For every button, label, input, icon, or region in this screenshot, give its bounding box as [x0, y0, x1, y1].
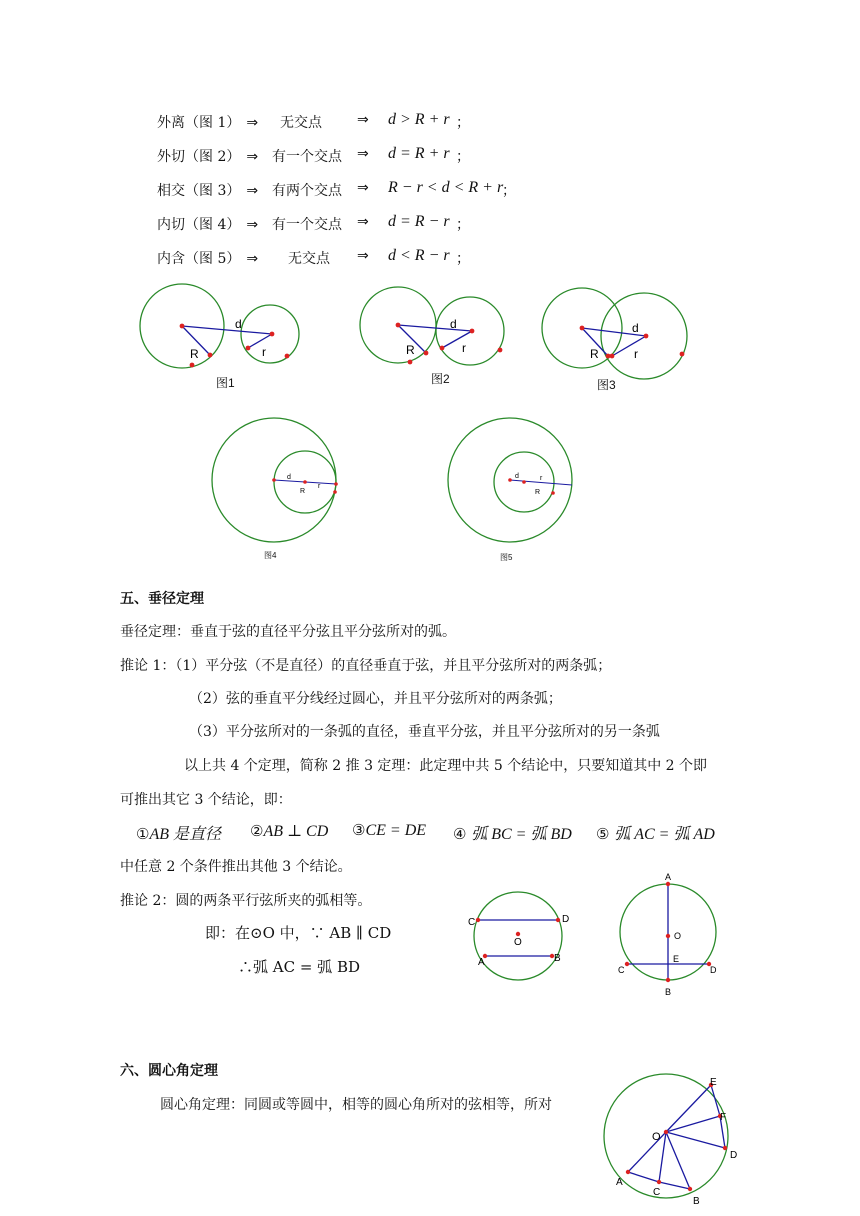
label-r: r [462, 341, 466, 355]
figure-4-caption: 图4 [264, 551, 277, 560]
label-R: R [535, 489, 541, 496]
corollary-2: 推论 2：圆的两条平行弦所夹的弧相等。 [120, 893, 372, 909]
perpendicular-diameter-theorem: 垂径定理：垂直于弦的直径平分弦且平分弦所对的弧。 [120, 624, 456, 640]
relation-name: 相交（图 3） [157, 183, 241, 199]
summary-line-1: 以上共 4 个定理，简称 2 推 3 定理：此定理中共 5 个结论中，只要知道其中 2 个即 [184, 758, 708, 774]
implies-arrow: ⇒ [246, 183, 259, 199]
label-r: r [634, 347, 638, 361]
central-angle-theorem: 圆心角定理：同圆或等圆中，相等的圆心角所对的弦相等，所对 [160, 1097, 552, 1113]
point-label-B: B [665, 987, 672, 997]
implies-arrow: ⇒ [246, 115, 259, 131]
implies-arrow: ⇒ [357, 248, 369, 264]
section-6-heading: 六、圆心角定理 [120, 1063, 218, 1079]
point-label-A: A [478, 957, 485, 968]
relation-formula: d = R + r [388, 145, 450, 162]
relation-formula: d > R + r [388, 111, 450, 128]
condition-2 [250, 821, 328, 841]
label-d: d [450, 317, 457, 331]
condition-text: AB 是直径 [149, 826, 222, 843]
point-label-O: O [514, 937, 522, 948]
relation-formula: R − r < d < R + r [388, 179, 504, 196]
implies-arrow: ⇒ [357, 112, 369, 128]
label-r: r [262, 345, 266, 359]
condition-number: ① [136, 825, 150, 843]
figure-3-caption: 图3 [597, 378, 616, 392]
label-r: r [318, 483, 321, 490]
corollary-2-given: 即：在⊙O 中，∵ AB ∥ CD [205, 924, 392, 942]
figure-4 [212, 418, 338, 542]
point-label-B: B [554, 953, 561, 964]
punct: ； [502, 183, 516, 199]
condition-text: AB ⊥ CD [263, 823, 329, 840]
condition-number: ② [250, 822, 264, 840]
relation-formula: d < R − r [388, 247, 450, 264]
corollary-1-1: 推论 1：（1）平分弦（不是直径）的直径垂直于弦，并且平分弦所对的两条弧； [120, 658, 612, 674]
central-angle-figure [598, 1068, 748, 1214]
parallel-chords-figure [468, 892, 569, 980]
relation-points: 无交点 [280, 115, 322, 131]
point-label-C: C [618, 965, 625, 975]
relation-row-4 [157, 214, 258, 234]
corollary-1-2: （2）弦的垂直平分线经过圆心，并且平分弦所对的两条弧； [189, 691, 562, 707]
condition-text: CE = DE [365, 822, 427, 839]
figure-3 [542, 288, 687, 379]
figure-1-caption: 图1 [216, 376, 235, 390]
condition-number: ④ [453, 825, 467, 843]
condition-1 [136, 821, 221, 844]
relation-points: 无交点 [288, 251, 330, 267]
implies-arrow: ⇒ [357, 146, 369, 162]
relation-points: 有一个交点 [272, 149, 342, 165]
relation-row-1 [157, 112, 258, 132]
condition-text: 弧 BC = 弧 BD [471, 826, 572, 843]
point-label-F: F [720, 1112, 727, 1123]
relation-name: 外离（图 1） [157, 115, 241, 131]
point-label-D: D [562, 914, 570, 925]
figure-2-caption: 图2 [431, 372, 450, 386]
implies-arrow: ⇒ [246, 217, 259, 233]
label-d: d [235, 317, 242, 331]
figure-1 [140, 284, 299, 368]
figure-5 [448, 418, 572, 542]
any-two-conditions: 中任意 2 个条件推出其他 3 个结论。 [120, 859, 352, 875]
label-d: d [632, 321, 639, 335]
implies-arrow: ⇒ [246, 149, 259, 165]
punct: ； [456, 217, 470, 233]
circle-figures-svg [0, 270, 860, 570]
section-5-heading: 五、垂径定理 [120, 591, 204, 607]
chord-figures-svg [460, 870, 740, 1005]
label-R: R [590, 347, 599, 361]
relation-name: 内切（图 4） [157, 217, 241, 233]
condition-text: 弧 AC = 弧 AD [614, 826, 715, 843]
label-R: R [300, 488, 306, 495]
label-R: R [406, 343, 415, 357]
point-label-A: A [665, 872, 672, 882]
condition-number: ③ [352, 821, 366, 839]
point-label-D: D [730, 1150, 738, 1161]
punct: ； [456, 115, 470, 131]
label-r: r [540, 475, 543, 482]
relation-row-2 [157, 146, 258, 166]
label-d: d [287, 474, 291, 481]
label-d: d [515, 473, 519, 480]
label-R: R [190, 347, 199, 361]
condition-3 [352, 821, 426, 840]
figure-5-caption: 图5 [500, 553, 513, 562]
condition-4 [453, 821, 572, 844]
point-label-C: C [468, 917, 476, 928]
implies-arrow: ⇒ [357, 180, 369, 196]
point-label-E: E [710, 1077, 717, 1088]
relation-formula: d = R − r [388, 213, 450, 230]
corollary-2-conclusion: ∴弧 AC = 弧 BD [238, 958, 360, 976]
figure-2 [360, 287, 504, 365]
punct: ； [456, 149, 470, 165]
point-label-O: O [674, 931, 682, 941]
point-label-E: E [673, 954, 680, 964]
corollary-1-3: （3）平分弦所对的一条弧的直径，垂直平分弦，并且平分弦所对的另一条弧 [189, 724, 660, 740]
condition-5 [596, 821, 715, 844]
point-label-O: O [652, 1131, 661, 1143]
relation-row-3 [157, 180, 258, 200]
point-label-C: C [653, 1187, 661, 1198]
relation-points: 有两个交点 [272, 183, 342, 199]
perpendicular-diameter-figure [618, 872, 717, 997]
point-label-A: A [616, 1177, 623, 1188]
relation-points: 有一个交点 [272, 217, 342, 233]
punct: ； [456, 251, 470, 267]
relation-name: 外切（图 2） [157, 149, 241, 165]
implies-arrow: ⇒ [357, 214, 369, 230]
relation-name: 内含（图 5） [157, 251, 241, 267]
point-label-B: B [693, 1196, 700, 1207]
condition-number: ⑤ [596, 825, 610, 843]
relation-row-5 [157, 248, 258, 268]
point-label-D: D [710, 965, 717, 975]
implies-arrow: ⇒ [246, 251, 259, 267]
summary-line-2: 可推出其它 3 个结论，即： [120, 792, 292, 808]
